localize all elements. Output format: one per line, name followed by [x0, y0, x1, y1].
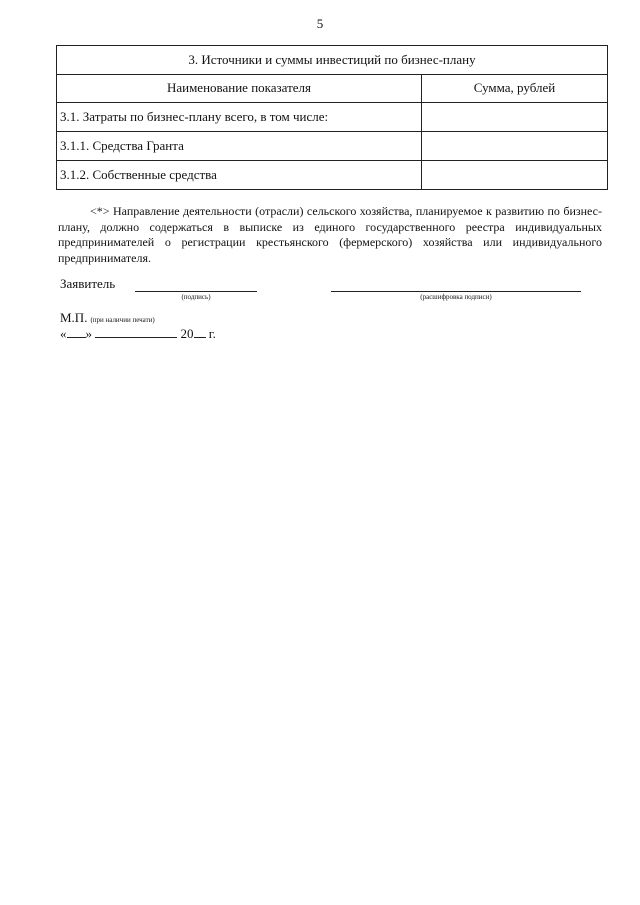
row-label: 3.1.1. Средства Гранта — [57, 132, 422, 161]
table-title: 3. Источники и суммы инвестиций по бизнес-плану — [57, 46, 608, 75]
date-line — [60, 326, 216, 342]
date-month-blank — [95, 326, 177, 338]
date-year-suffix: г. — [208, 326, 216, 341]
stamp-label: М.П. — [60, 310, 88, 325]
date-close-quote: » — [85, 326, 92, 341]
column-header-amount: Сумма, рублей — [422, 75, 608, 103]
table-row — [57, 103, 608, 132]
investment-table — [56, 45, 608, 190]
table-title-row — [57, 46, 608, 75]
column-header-indicator: Наименование показателя — [57, 75, 422, 103]
date-year-blank — [194, 326, 206, 338]
footnote: <*> Направление деятельности (отрасли) сельского хозяйства, планируемое к развитию по бизнес-плану, должно содержаться в выписке из единого государственного реестра индивидуальных предпринимателей о регистрации крестьянского (фермерского) хозяйства или индивидуального предпринимателя. — [58, 204, 602, 265]
stamp-line — [60, 310, 155, 326]
signature-decoding-caption: (расшифровка подписи) — [420, 293, 492, 301]
table-row — [57, 132, 608, 161]
signature-line — [135, 291, 257, 292]
row-value — [422, 161, 608, 190]
table-row — [57, 161, 608, 190]
row-label: 3.1.2. Собственные средства — [57, 161, 422, 190]
page-number: 5 — [316, 16, 324, 31]
stamp-note: (при наличии печати) — [90, 316, 155, 324]
date-year-prefix: 20 — [180, 326, 194, 341]
date-open-quote: « — [60, 326, 67, 341]
table-header-row — [57, 75, 608, 103]
row-value — [422, 103, 608, 132]
date-day-blank — [67, 326, 86, 338]
signature-caption: (подпись) — [181, 293, 211, 301]
applicant-label: Заявитель — [60, 276, 116, 291]
signature-decoding-line — [331, 291, 581, 292]
row-label: 3.1. Затраты по бизнес-плану всего, в том числе: — [57, 103, 422, 132]
row-value — [422, 132, 608, 161]
